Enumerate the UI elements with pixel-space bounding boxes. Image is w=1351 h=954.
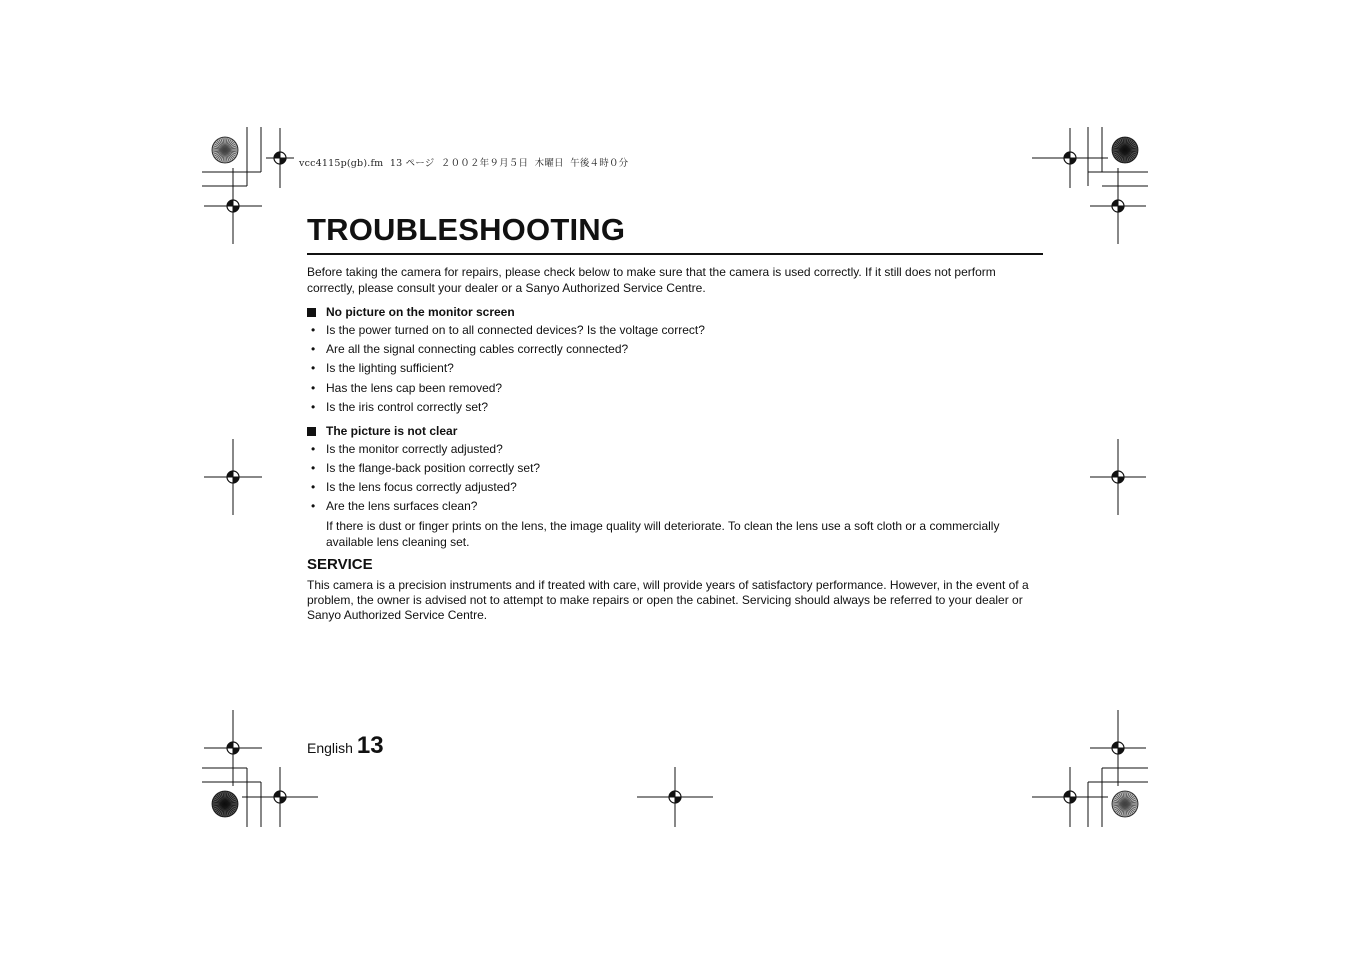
bullet-icon: • [311,480,316,495]
bullet-icon: • [311,399,316,414]
check-list [307,323,1043,415]
registration-target-icon [204,439,262,515]
bullet-icon: • [311,460,316,475]
list-item: • Is the iris control correctly set? [307,400,1043,415]
page-title: TROUBLESHOOTING [307,211,1043,255]
section-heading: No picture on the monitor screen [326,305,515,319]
registration-target-icon [266,128,294,188]
bullet-icon: • [311,342,316,357]
color-wheel-icon [212,791,238,817]
registration-target-icon [1032,767,1108,827]
list-item: • Is the lens focus correctly adjusted? [307,480,1043,495]
footer-language: English [307,740,353,756]
bullet-icon: • [311,441,316,456]
color-wheel-icon [212,137,238,163]
registration-target-icon [1032,128,1108,188]
bullet-icon: • [311,361,316,376]
list-item: • Is the lighting sufficient? [307,361,1043,376]
square-bullet-icon [307,308,316,317]
color-wheel-icon [1112,791,1138,817]
section-no-picture [307,305,1043,415]
page-footer [307,732,384,760]
registration-target-icon [204,710,262,786]
check-list [307,442,1043,515]
section-not-clear [307,424,1043,550]
registration-target-icon [204,168,262,244]
page-content [307,211,1043,623]
list-item: • Is the monitor correctly adjusted? [307,442,1043,457]
registration-target-icon [1090,710,1146,786]
list-item: • Is the flange-back position correctly set? [307,461,1043,476]
registration-target-icon [1090,168,1146,244]
service-paragraph: This camera is a precision instruments and if treated with care, will provide years of satisfactory performance. However, in the event of a problem, the owner is advised not to attempt to make repairs or open the cabinet. Servicing should always be referred to your dealer or Sanyo Authorized Service Centre. [307,577,1029,623]
list-item: • Has the lens cap been removed? [307,381,1043,396]
color-wheel-icon [1112,137,1138,163]
intro-paragraph: Before taking the camera for repairs, please check below to make sure that the camera is used correctly. If it still does not perform correctly, please consult your dealer or a Sanyo Authorized Service Centre. [307,265,996,295]
registration-target-icon [242,767,318,827]
section-heading: The picture is not clear [326,423,458,438]
bullet-icon: • [311,380,316,395]
list-item: • Are the lens surfaces clean? [307,499,1043,514]
bullet-icon: • [311,499,316,514]
lens-cleaning-note: If there is dust or finger prints on the lens, the image quality will deteriorate. To clean the lens use a soft cloth or a commercially available lens cleaning set. [326,518,1000,549]
list-item: • Are all the signal connecting cables correctly connected? [307,342,1043,357]
service-heading: SERVICE [307,555,373,573]
page-number: 13 [356,732,384,759]
registration-target-icon [637,767,713,827]
list-item: • Is the power turned on to all connected devices? Is the voltage correct? [307,323,1043,338]
registration-target-icon [1090,439,1146,515]
file-info-header: vcc4115p(gb).fm 13 ページ ２００２年９月５日 木曜日 午後４時０分 [299,158,629,169]
square-bullet-icon [307,427,316,436]
bullet-icon: • [311,323,316,337]
